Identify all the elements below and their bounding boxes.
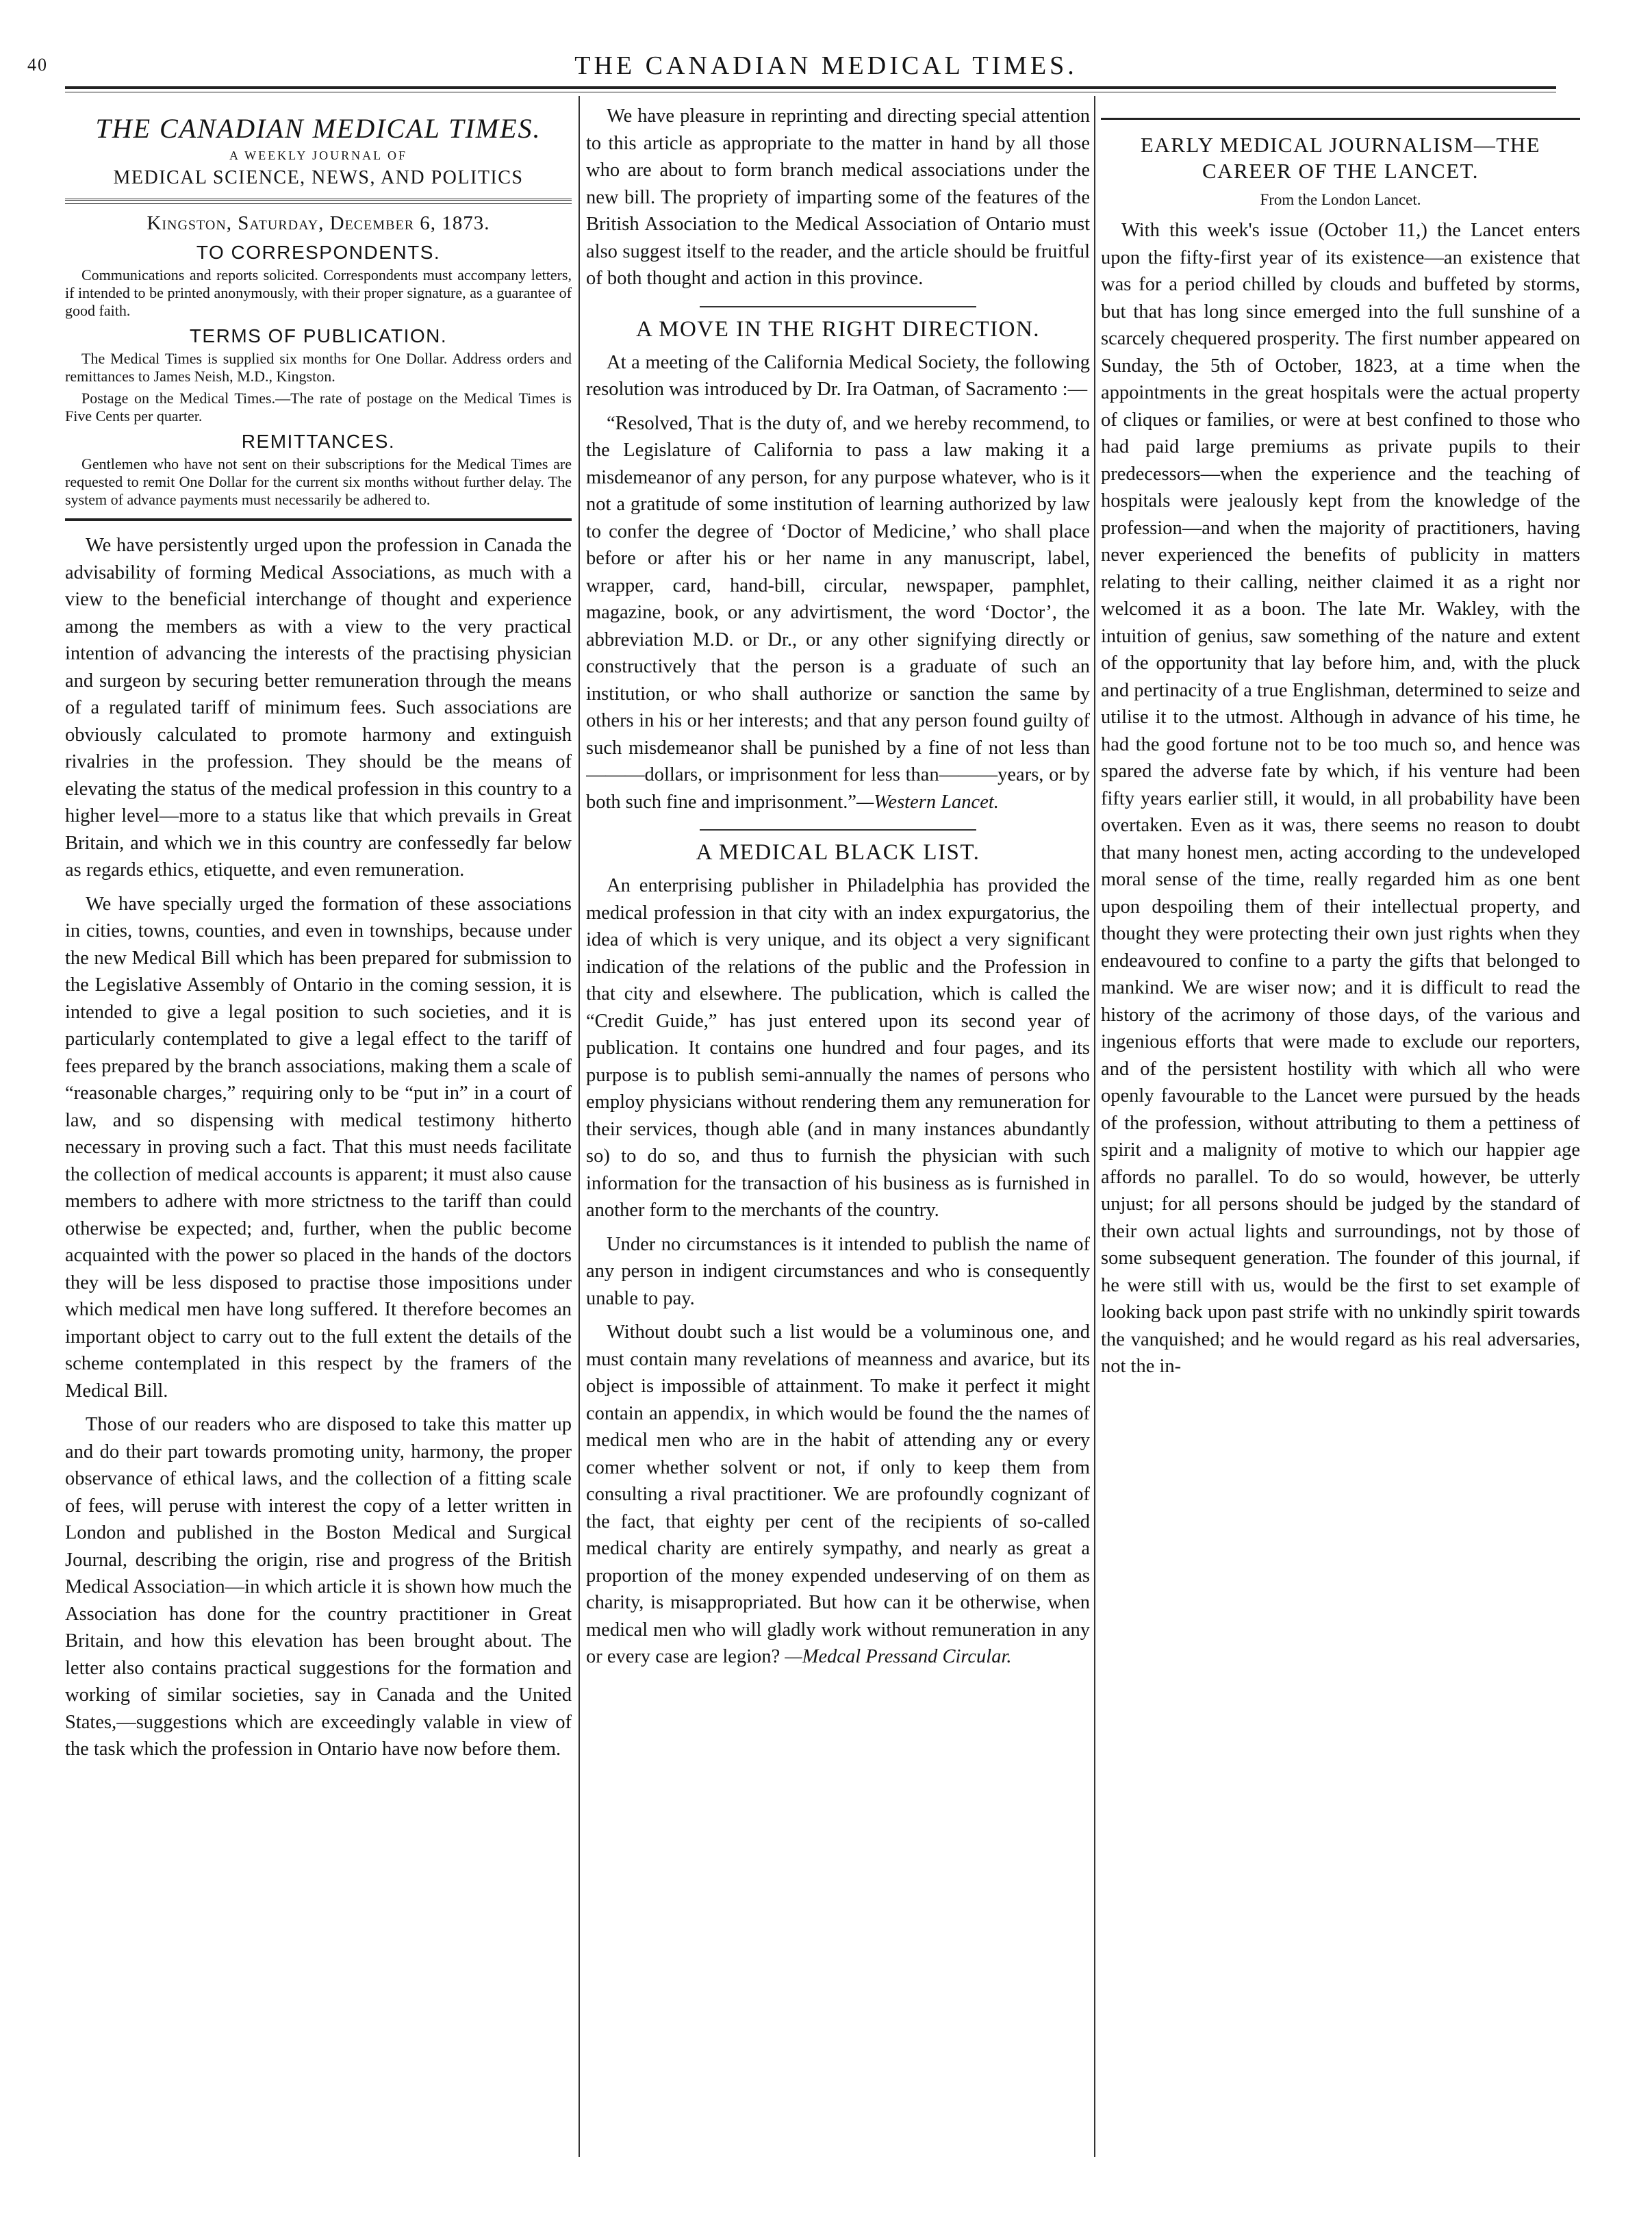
move-resolution bbox=[586, 410, 1090, 816]
column-divider bbox=[1094, 96, 1095, 2157]
editorial-paragraph: Those of our readers who are disposed to take this matter up and do their part towards promoting unity, harmony, the proper observance of ethical laws, and the collection of a fitting scale of fees, will peruse with interest the copy of a letter written in London and published in the Boston Medical and Surgical Journal, describing the origin, rise and progress of the British Medical Association—in which article it is shown how much the Association has done for the country practitioner in Great Britain, and how this elevation has been brought about. The letter also contains practical suggestions for the formation and working of similar societies, say in Canada and the United States,—suggestions which are exceedingly valable in view of the task which the profession in Ontario have now before them. bbox=[65, 1414, 572, 1760]
column-divider bbox=[579, 96, 580, 2157]
lancet-paragraph: With this week's issue (October 11,) the Lancet enters upon the fifty-first year of its existence—an existence that was for a period chilled by clouds and buffeted by storms, but that has long since emerged into the full sunshine of a scarcely chequered prosperity. The first number appeared on Sunday, the 5th of October, 1823, at a time when the appointments in the great hospitals were the actual property of cliques or families, or were at best confined to those who had paid large premiums as private pupils to their predecessors—when the experience and the teaching of hospitals were jealously kept from the knowledge of the profession—and when the majority of practitioners, having never experienced the benefits of publicity in matters relating to their calling, neither claimed it as a right nor welcomed it as a boon. The late Mr. Wakley, with the intuition of genius, saw something of the nature and extent of the opportunity that lay before him, and, with the pluck and pertinacity of a true Englishman, determined to seize and utilise it to the utmost. Although in advance of his time, he had the good fortune not to be too much so, and hence was spared the adverse fate by which, if his venture had been fifty years earlier still, it would, in all probability have been overtaken. Even as it was, there seems no reason to doubt that many honest men, acting according to the undeveloped moral sense of the time, really regarded him as one bent upon despoiling them of their intellectual property, and thought they were protecting their own just rights when they endeavoured to confine to a party the gifts that belonged to mankind. We are wiser now; and it is difficult to read the history of the acrimony of those days, of the various and ingenious efforts that were made to exclude our reporters, and of the persistent hostility with which all who were openly favourable to the Lancet were pursued by the heads of the profession, without attributing to them a pettiness of spirit and a malignity of motive to which our happier age affords no parallel. To do so would, however, be utterly unjust; for all persons should be judged by the standard of their own actual lights and surroundings, not by those of some subsequent generation. The founder of this journal, if he were still with us, would be the first to set example of looking back upon past strife with no unkindly spirit towards the vanquished; and he would regard as his real adversaries, not the in- bbox=[1101, 220, 1580, 1377]
postage-text: Postage on the Medical Times.—The rate of postage on the Medical Times is Five Cents per quarter. bbox=[65, 390, 572, 425]
masthead-title: THE CANADIAN MEDICAL TIMES. bbox=[95, 113, 542, 144]
blacklist-heading: A MEDICAL BLACK LIST. bbox=[696, 840, 980, 865]
correspondents-text: Communications and reports solicited. Correspondents must accompany letters, if intended to be printed anonymously, with their proper signature, as a guarantee of good faith. bbox=[65, 266, 572, 319]
editorial-paragraph: We have specially urged the formation of these associations in cities, towns, counties, and even in townships, because under the new Medical Bill which has been prepared for submission to the Legislative Assembly of Ontario in the coming session, it is intended to give a legal position to such societies, and it is particularly contemplated to give a legal effect to the tariff of fees prepared by the branch associations, making them a scale of “reasonable charges,” requiring only to be “put in” in a court of law, and so dispensing with medical testimony hitherto necessary in proving such a fact. That this must needs facilitate the collection of medical accounts is apparent; it must also cause members to adhere with more strictness to the tariff than could otherwise be expected; and, further, when the public become acquainted with the power so placed in the hands of the doctors they will be less disposed to practise those impositions under which medical men have long suffered. It therefore becomes an important object to carry out to the full extent the details of the scheme contemplated in this respect by the framers of the Medical Bill. bbox=[65, 893, 572, 1402]
dateline: Kingston, Saturday, December 6, 1873. bbox=[147, 212, 490, 234]
masthead-subtitle-2: MEDICAL SCIENCE, NEWS, AND POLITICS bbox=[113, 167, 524, 188]
lancet-heading: EARLY MEDICAL JOURNALISM—THE CAREER OF THE LANCET. bbox=[1140, 133, 1541, 183]
blacklist-source: —Medcal Pressand Circular. bbox=[785, 1646, 1012, 1667]
column-2 bbox=[586, 103, 1090, 2157]
masthead-subtitle: A WEEKLY JOURNAL OF bbox=[229, 149, 408, 162]
editorial-paragraph: We have pleasure in reprinting and directing special attention to this article as appropriate to the matter in hand by all those who are about to form branch medical associations under the new bill. The propriety of imparting some of the features of the British Association to the Medical Association of Ontario must also suggest itself to the reader, and the article should be fruitful of both thought and action in this province. bbox=[586, 105, 1090, 289]
remittances-text: Gentlemen who have not sent on their subscriptions for the Medical Times are requested to remit One Dollar for the current six months without further delay. The system of advance payments must necessarily be adhered to. bbox=[65, 455, 572, 508]
column-3 bbox=[1101, 103, 1580, 2157]
column-1 bbox=[65, 103, 572, 2157]
blacklist-paragraph bbox=[586, 1319, 1090, 1671]
section-rule bbox=[700, 829, 977, 831]
header-rule bbox=[65, 86, 1556, 89]
terms-text: The Medical Times is supplied six months for One Dollar. Address orders and remittances to James Neish, M.D., Kingston. bbox=[65, 350, 572, 385]
move-source: —Western Lancet. bbox=[856, 791, 999, 813]
section-rule bbox=[1101, 118, 1580, 120]
section-rule bbox=[700, 306, 977, 307]
resolution-text: “Resolved, That is the duty of, and we hereby recommend, to the Legislature of California to pass a law making it a misdemeanor of any person, for any purpose whatever, who is it not a gratitude of some institution of learning authorized by law to confer the degree of ‘Doctor of Medicine,’ who shall place before or after his or her name in any manuscript, label, wrapper, card, hand-bill, circular, newspaper, pamphlet, magazine, book, or any advirtisment, the word ‘Doctor’, the abbreviation M.D. or Dr., or any other signifying directly or constructively that the person is a graduate of such an institution, or who shall authorize or sanction the same by others in his or her interests; and that any person found guilty of such misdemeanor shall be punished by a fine of not less than———dollars, or imprisonment for less than———years, or by both such fine and imprisonment.” bbox=[586, 412, 1090, 813]
lancet-source: From the London Lancet. bbox=[1260, 191, 1421, 208]
correspondents-heading: TO CORRESPONDENTS. bbox=[196, 242, 441, 263]
move-paragraph: At a meeting of the California Medical Society, the following resolution was introduced by Dr. Ira Oatman, of Sacramento :— bbox=[586, 351, 1090, 400]
blacklist-p3-text: Without doubt such a list would be a voluminous one, and must contain many revelations of meanness and avarice, but its object is impossible of attainment. To make it perfect it might contain an appendix, in which would be found the the names of medical men who are in the habit of attending any or every comer whether solvent or not, if only to keep them from consulting a rival practitioner. We are profoundly cognizant of the fact, that eighty per cent of the recipients of so-called medical charity are entirely sympathy, and nearly as great a proportion of the money expended undeserving of on them as charity, is misappropriated. But how can it be otherwise, when medical men who will gladly work without remuneration in any or every case are legion? bbox=[586, 1321, 1090, 1667]
editorial-paragraph: We have persistently urged upon the profession in Canada the advisability of forming Medical Associations, as much with a view to the beneficial interchange of thought and experience among the members as with a view to the very practical intention of advancing the interests of the practising physician and surgeon by securing better remuneration through the means of a regulated tariff of minimum fees. Such associations are obviously calculated to promote harmony and extinguish rivalries in the profession. They should be the means of elevating the status of the medical profession in this country to a higher level—more to a status like that which prevails in Great Britain, and which we in this country are confessedly far below as regards ethics, etiquette, and even remuneration. bbox=[65, 535, 572, 881]
masthead-rule bbox=[65, 199, 572, 204]
blacklist-paragraph: An enterprising publisher in Philadelphia has provided the medical profession in that city with an index expurgatorius, the idea of which is very unique, and its object a very significant indication of the relations of the public and the Profession in that city and elsewhere. The publication, which is called the “Credit Guide,” has just entered upon its second year of publication. It contains one hundred and four pages, and its purpose is to publish semi-annually the names of persons who employ physicians without rendering them any remuneration for their services, though able (and in many instances abundantly so) to do so, and thus to furnish the physician with such information for the transaction of his business as is furnished in another form to the merchants of the country. bbox=[586, 875, 1090, 1221]
blacklist-paragraph: Under no circumstances is it intended to publish the name of any person in indigent circumstances and who is consequently unable to pay. bbox=[586, 1233, 1090, 1309]
running-title: THE CANADIAN MEDICAL TIMES. bbox=[574, 51, 1078, 80]
page-number: 40 bbox=[27, 55, 48, 75]
terms-heading: TERMS OF PUBLICATION. bbox=[189, 325, 448, 346]
notices-rule bbox=[65, 518, 572, 521]
move-heading: A MOVE IN THE RIGHT DIRECTION. bbox=[635, 316, 1041, 342]
remittances-heading: REMITTANCES. bbox=[241, 431, 396, 452]
